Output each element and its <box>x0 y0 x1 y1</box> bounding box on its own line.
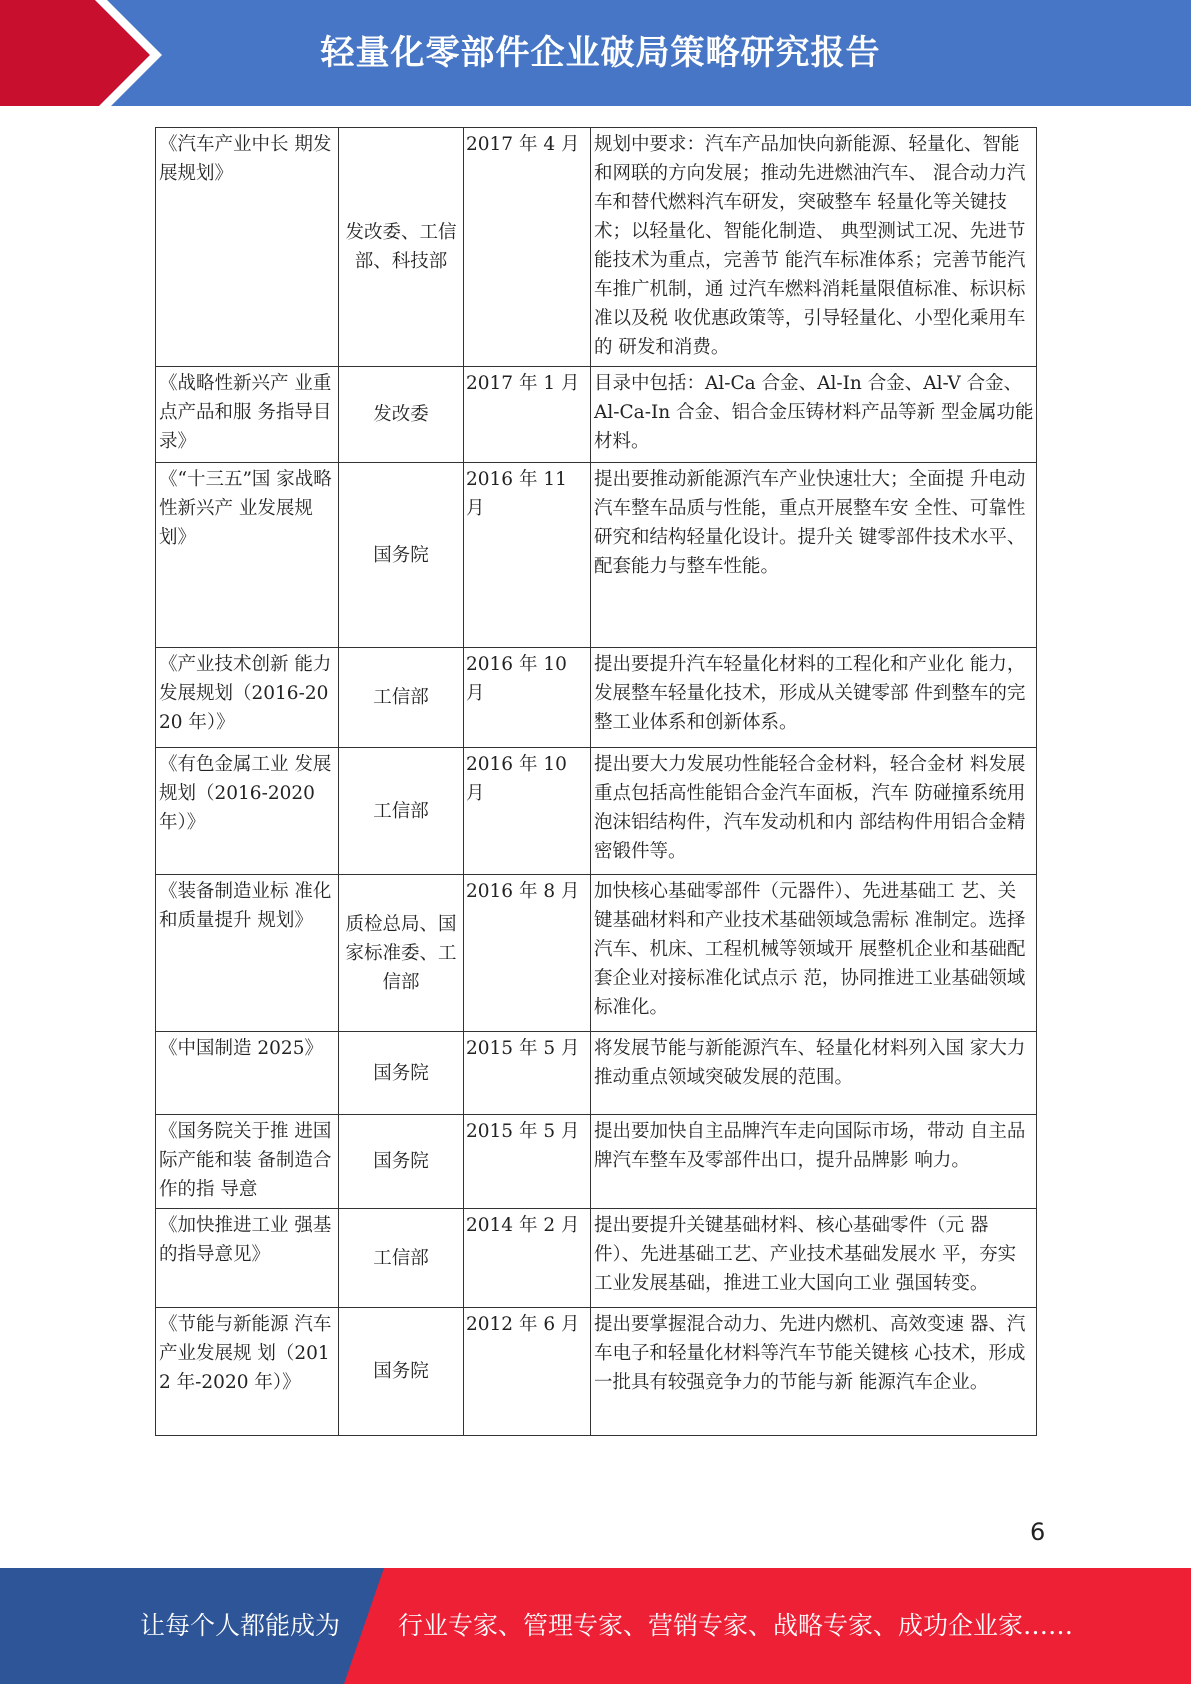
table-row <box>156 748 1037 875</box>
page-footer <box>0 1568 1191 1684</box>
issuing-department: 国务院 <box>339 1115 464 1209</box>
policy-name: 《汽车产业中长 期发展规划》 <box>156 128 339 367</box>
table-row <box>156 1032 1037 1115</box>
issue-date: 2015 年 5 月 <box>464 1032 591 1115</box>
footer-slogan-left: 让每个人都能成为 <box>140 1611 341 1640</box>
policy-content: 提出要推动新能源汽车产业快速壮大；全面提 升电动汽车整车品质与性能，重点开展整车安 全性、可靠性研究和结构轻量化设计。提升关 键零部件技术水平、配套能力与整车性能。 <box>591 463 1037 648</box>
policy-name: 《中国制造 2025》 <box>156 1032 339 1115</box>
issue-date: 2016 年 10 月 <box>464 748 591 875</box>
table-row <box>156 1209 1037 1308</box>
table-row <box>156 1308 1037 1436</box>
page-number: 6 <box>1030 1518 1046 1546</box>
policy-name: 《产业技术创新 能力发展规划（2016-2020 年）》 <box>156 648 339 748</box>
policy-content: 加快核心基础零部件（元器件）、先进基础工 艺、关键基础材料和产业技术基础领域急需标 准制定。选择汽车、机床、工程机械等领域开 展整机企业和基础配套企业对接标准化试点示 范，协同推进工业基础领域标准化。 <box>591 875 1037 1032</box>
policy-content: 提出要提升汽车轻量化材料的工程化和产业化 能力，发展整车轻量化技术，形成从关键零部 件到整车的完整工业体系和创新体系。 <box>591 648 1037 748</box>
table-row <box>156 1115 1037 1209</box>
policy-name: 《“十三五”国 家战略性新兴产 业发展规划》 <box>156 463 339 648</box>
footer-slogan-right: 行业专家、管理专家、营销专家、战略专家、成功企业家…… <box>398 1611 1074 1640</box>
issuing-department: 国务院 <box>339 1308 464 1436</box>
policy-content: 将发展节能与新能源汽车、轻量化材料列入国 家大力推动重点领域突破发展的范围。 <box>591 1032 1037 1115</box>
issuing-department: 工信部 <box>339 1209 464 1308</box>
issuing-department: 发改委 <box>339 367 464 463</box>
issue-date: 2016 年 10 月 <box>464 648 591 748</box>
table-row <box>156 463 1037 648</box>
issuing-department: 工信部 <box>339 648 464 748</box>
report-title: 轻量化零部件企业破局策略研究报告 <box>320 33 881 73</box>
policy-content: 提出要掌握混合动力、先进内燃机、高效变速 器、汽车电子和轻量化材料等汽车节能关键核 心技术，形成一批具有较强竞争力的节能与新 能源汽车企业。 <box>591 1308 1037 1436</box>
issue-date: 2017 年 4 月 <box>464 128 591 367</box>
policy-name: 《装备制造业标 准化和质量提升 规划》 <box>156 875 339 1032</box>
issuing-department: 发改委、工信部、科技部 <box>339 128 464 367</box>
issuing-department: 工信部 <box>339 748 464 875</box>
page-header <box>0 0 1191 110</box>
policy-name: 《有色金属工业 发展规划（2016-2020 年）》 <box>156 748 339 875</box>
issuing-department: 国务院 <box>339 1032 464 1115</box>
table-row <box>156 367 1037 463</box>
policy-name: 《战略性新兴产 业重点产品和服 务指导目录》 <box>156 367 339 463</box>
policy-table <box>155 127 1037 1436</box>
issue-date: 2017 年 1 月 <box>464 367 591 463</box>
issuing-department: 国务院 <box>339 463 464 648</box>
policy-content: 规划中要求：汽车产品加快向新能源、轻量化、智能和网联的方向发展；推动先进燃油汽车、 混合动力汽车和替代燃料汽车研发，突破整车 轻量化等关键技术；以轻量化、智能化制造、 典型测试工况、先进节能技术为重点，完善节 能汽车标准体系；完善节能汽车推广机制，通 过汽车燃料消耗量限值标准、标识标准以及税 收优惠政策等，引导轻量化、小型化乘用车的 研发和消费。 <box>591 128 1037 367</box>
policy-content: 目录中包括：Al-Ca 合金、Al-In 合金、Al-V 合金、Al-Ca-In 合金、铝合金压铸材料产品等新 型金属功能材料。 <box>591 367 1037 463</box>
policy-content: 提出要提升关键基础材料、核心基础零件（元 器件）、先进基础工艺、产业技术基础发展水 平，夯实工业发展基础，推进工业大国向工业 强国转变。 <box>591 1209 1037 1308</box>
table-row <box>156 875 1037 1032</box>
policy-content: 提出要加快自主品牌汽车走向国际市场，带动 自主品牌汽车整车及零部件出口，提升品牌影 响力。 <box>591 1115 1037 1209</box>
issue-date: 2014 年 2 月 <box>464 1209 591 1308</box>
issue-date: 2016 年 11 月 <box>464 463 591 648</box>
policy-name: 《加快推进工业 强基的指导意见》 <box>156 1209 339 1308</box>
issue-date: 2012 年 6 月 <box>464 1308 591 1436</box>
issuing-department: 质检总局、国家标准委、工信部 <box>339 875 464 1032</box>
issue-date: 2016 年 8 月 <box>464 875 591 1032</box>
table-row <box>156 128 1037 367</box>
policy-content: 提出要大力发展功性能轻合金材料，轻合金材 料发展重点包括高性能铝合金汽车面板，汽车 防碰撞系统用泡沫铝结构件，汽车发动机和内 部结构件用铝合金精密锻件等。 <box>591 748 1037 875</box>
table-row <box>156 648 1037 748</box>
policy-name: 《节能与新能源 汽车产业发展规 划（2012 年-2020 年）》 <box>156 1308 339 1436</box>
policy-name: 《国务院关于推 进国际产能和装 备制造合作的指 导意 <box>156 1115 339 1209</box>
issue-date: 2015 年 5 月 <box>464 1115 591 1209</box>
